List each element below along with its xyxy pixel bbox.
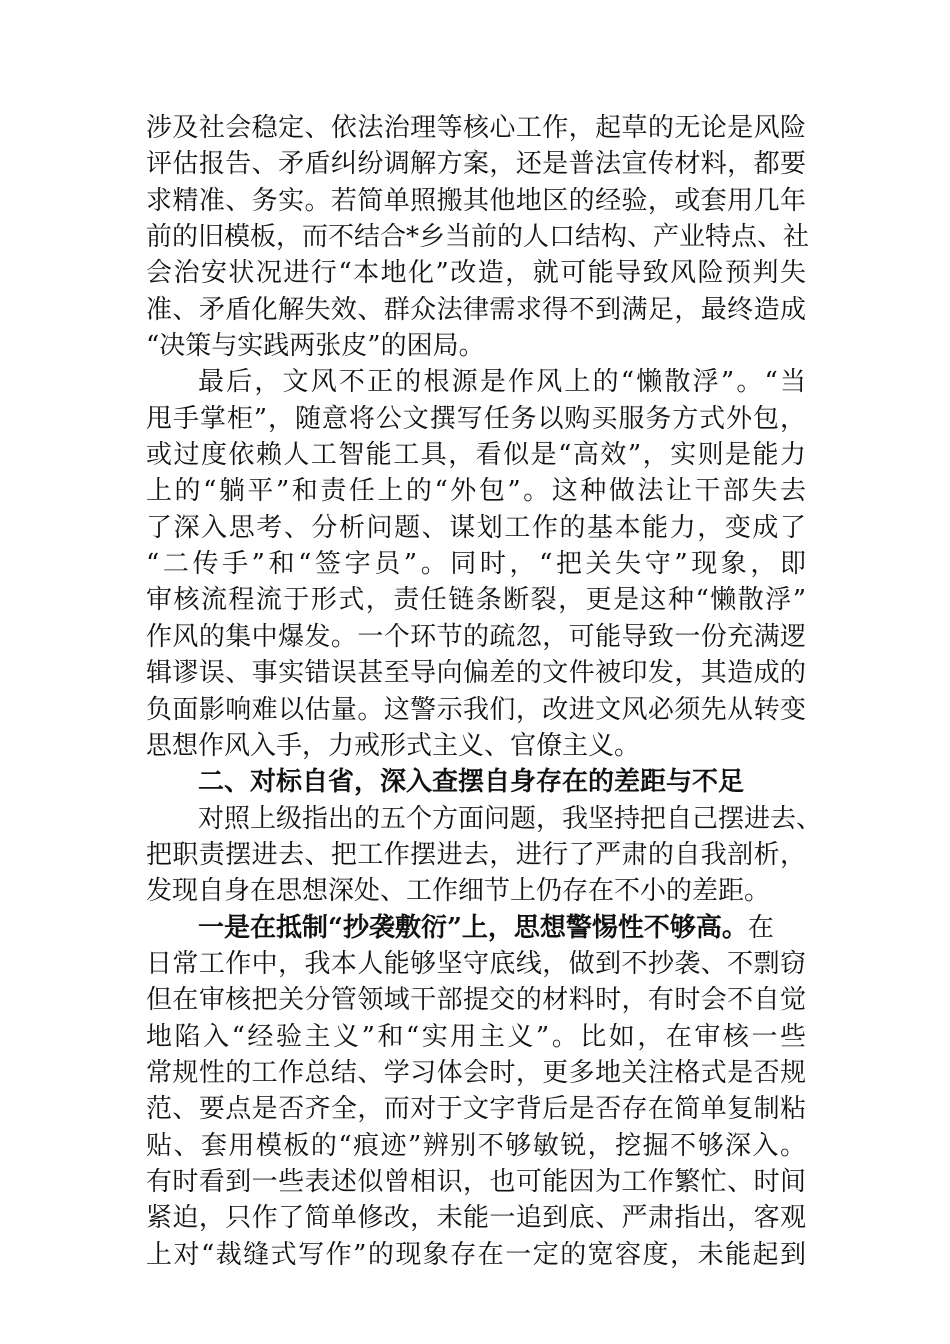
body-text-line: 评估报告、矛盾纠纷调解方案，还是普法宣传材料，都要 bbox=[146, 149, 806, 180]
paragraph-last-line: “决策与实践两张皮”的困局。 bbox=[146, 331, 485, 362]
body-text-line: 前的旧模板，而不结合*乡当前的人口结构、产业特点、社 bbox=[146, 222, 810, 253]
body-text-line: 范、要点是否齐全，而对于文字背后是否存在简单复制粘 bbox=[146, 1094, 806, 1125]
body-text-line: 作风的集中爆发。一个环节的疏忽，可能导致一份充满逻 bbox=[146, 621, 806, 652]
body-text: 在 bbox=[747, 912, 774, 943]
paragraph-first-line: 最后，文风不正的根源是作风上的“懒散浮”。“当 bbox=[198, 367, 806, 398]
body-text-line: “二传手”和“签字员”。同时，“把关失守”现象，即 bbox=[146, 549, 806, 580]
body-text-line: 紧迫，只作了简单修改，未能一追到底、严肃指出，客观 bbox=[146, 1203, 806, 1234]
body-text-line: 了深入思考、分析问题、谋划工作的基本能力，变成了 bbox=[146, 512, 806, 543]
bold-lead-text: 一是在抵制“抄袭敷衍”上，思想警惕性不够高。 bbox=[198, 912, 748, 943]
body-text-line: 日常工作中，我本人能够坚守底线，做到不抄袭、不剽窃 bbox=[146, 948, 806, 979]
body-text-line: 上对“裁缝式写作”的现象存在一定的宽容度，未能起到 bbox=[146, 1239, 806, 1270]
body-text-line: 辑谬误、事实错误甚至导向偏差的文件被印发，其造成的 bbox=[146, 658, 806, 689]
body-text-line: 求精准、务实。若简单照搬其他地区的经验，或套用几年 bbox=[146, 185, 806, 216]
document-page bbox=[146, 110, 823, 1273]
body-text-line: 上的“躺平”和责任上的“外包”。这种做法让干部失去 bbox=[146, 476, 806, 507]
body-text-line: 但在审核把关分管领域干部提交的材料时，有时会不自觉 bbox=[146, 985, 806, 1016]
body-text-line: 涉及社会稳定、依法治理等核心工作，起草的无论是风险 bbox=[146, 113, 806, 143]
body-text-line: 贴、套用模板的“痕迹”辨别不够敏锐，挖掘不够深入。 bbox=[146, 1130, 806, 1161]
body-text-line: 甩手掌柜”，随意将公文撰写任务以购买服务方式外包， bbox=[146, 403, 806, 434]
body-text-line: 准、矛盾化解失效、群众法律需求得不到满足，最终造成 bbox=[146, 294, 806, 325]
body-text-line: 地陷入“经验主义”和“实用主义”。比如，在审核一些 bbox=[146, 1021, 806, 1052]
paragraph-first-line: 对照上级指出的五个方面问题，我坚持把自己摆进去、 bbox=[198, 803, 823, 834]
body-text-line: 审核流程流于形式，责任链条断裂，更是这种“懒散浮” bbox=[146, 585, 806, 616]
paragraph-last-line: 发现自身在思想深处、工作细节上仍存在不小的差距。 bbox=[146, 876, 771, 907]
body-text-line: 负面影响难以估量。这警示我们，改进文风必须先从转变 bbox=[146, 694, 806, 725]
body-text-line: 把职责摆进去、把工作摆进去，进行了严肃的自我剖析， bbox=[146, 839, 806, 870]
section-heading: 二、对标自省，深入查摆自身存在的差距与不足 bbox=[198, 767, 745, 798]
paragraph-first-line bbox=[146, 910, 806, 946]
body-text-line: 或过度依赖人工智能工具，看似是“高效”，实则是能力 bbox=[146, 440, 806, 471]
paragraph-last-line: 思想作风入手，力戒形式主义、官僚主义。 bbox=[146, 730, 641, 761]
body-text-line: 会治安状况进行“本地化”改造，就可能导致风险预判失 bbox=[146, 258, 806, 289]
body-text-line: 常规性的工作总结、学习体会时，更多地关注格式是否规 bbox=[146, 1057, 806, 1088]
body-text-line: 有时看到一些表述似曾相识，也可能因为工作繁忙、时间 bbox=[146, 1166, 806, 1197]
